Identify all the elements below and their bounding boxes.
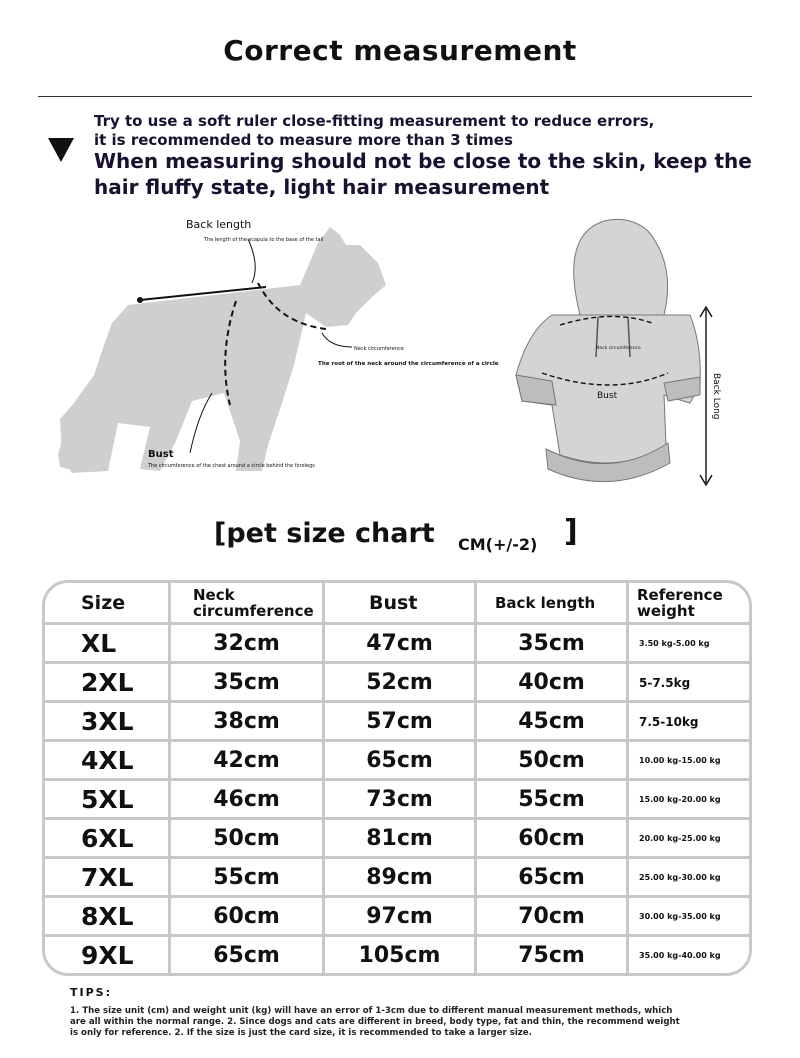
column-divider bbox=[474, 583, 477, 976]
hoodie-bust-label: Bust bbox=[597, 391, 618, 401]
note-line-2: it is recommended to measure more than 3 times bbox=[94, 131, 513, 149]
chart-bracket: ] bbox=[564, 514, 578, 549]
header-back: Back length bbox=[495, 594, 596, 612]
weight-cell: 3.50 kg-5.00 kg bbox=[639, 639, 710, 648]
bust-cell: 52cm bbox=[366, 670, 433, 695]
weight-cell: 30.00 kg-35.00 kg bbox=[639, 912, 721, 921]
bust-cell: 89cm bbox=[366, 865, 433, 890]
weight-cell: 25.00 kg-30.00 kg bbox=[639, 873, 721, 882]
dog-bust-desc: The circumference of the chest around a circle behind the forelegs bbox=[148, 463, 315, 469]
measurement-note-2: When measuring should not be close to the skin, keep the hair fluffy state, light hair measurement bbox=[94, 149, 752, 199]
bust-cell: 105cm bbox=[358, 943, 441, 968]
neck-cell: 50cm bbox=[213, 826, 280, 851]
neck-cell: 42cm bbox=[213, 748, 280, 773]
note-line-1: Try to use a soft ruler close-fitting measurement to reduce errors, bbox=[94, 112, 655, 130]
back-length-cell: 75cm bbox=[518, 943, 585, 968]
header-bust: Bust bbox=[369, 592, 418, 614]
neck-cell: 65cm bbox=[213, 943, 280, 968]
header-size: Size bbox=[81, 592, 126, 614]
table-row bbox=[45, 820, 749, 857]
dog-back-length-desc: The length of the scapula to the base of the tail bbox=[204, 237, 324, 243]
measurement-illustration bbox=[0, 205, 800, 505]
title-divider bbox=[38, 96, 752, 97]
size-cell: 8XL bbox=[81, 902, 134, 931]
measurement-note-1 bbox=[94, 112, 734, 150]
dog-neck-desc: The root of the neck around the circumference of a circle bbox=[318, 361, 499, 367]
bust-cell: 47cm bbox=[366, 631, 433, 656]
page-title: Correct measurement bbox=[223, 34, 577, 67]
table-row bbox=[45, 859, 749, 896]
dog-back-length-label: Back length bbox=[186, 218, 252, 231]
tips-heading: TIPS: bbox=[70, 986, 112, 999]
column-divider bbox=[626, 583, 629, 976]
header-neck: Neck circumference bbox=[193, 586, 314, 620]
weight-cell: 35.00 kg-40.00 kg bbox=[639, 951, 721, 960]
size-cell: 5XL bbox=[81, 785, 134, 814]
bust-cell: 97cm bbox=[366, 904, 433, 929]
table-row bbox=[45, 898, 749, 935]
neck-cell: 46cm bbox=[213, 787, 280, 812]
bust-cell: 73cm bbox=[366, 787, 433, 812]
table-row bbox=[45, 937, 749, 974]
dog-bust-label: Bust bbox=[148, 449, 174, 460]
size-cell: 6XL bbox=[81, 824, 134, 853]
back-length-cell: 50cm bbox=[518, 748, 585, 773]
back-long-label: Back Long bbox=[711, 373, 721, 420]
bust-cell: 57cm bbox=[366, 709, 433, 734]
weight-cell: 7.5-10kg bbox=[639, 714, 699, 729]
weight-cell: 20.00 kg-25.00 kg bbox=[639, 834, 721, 843]
bust-cell: 65cm bbox=[366, 748, 433, 773]
back-length-cell: 45cm bbox=[518, 709, 585, 734]
back-length-cell: 40cm bbox=[518, 670, 585, 695]
back-length-cell: 65cm bbox=[518, 865, 585, 890]
size-cell: XL bbox=[81, 629, 117, 658]
size-cell: 3XL bbox=[81, 707, 134, 736]
table-row bbox=[45, 742, 749, 779]
weight-cell: 10.00 kg-15.00 kg bbox=[639, 756, 721, 765]
weight-cell: 15.00 kg-20.00 kg bbox=[639, 795, 721, 804]
neck-cell: 55cm bbox=[213, 865, 280, 890]
dog-neck-label: Neck circumference bbox=[354, 346, 404, 352]
dog-silhouette-icon bbox=[58, 227, 386, 473]
weight-cell: 5-7.5kg bbox=[639, 675, 691, 690]
table-row bbox=[45, 664, 749, 701]
back-length-cell: 60cm bbox=[518, 826, 585, 851]
neck-cell: 32cm bbox=[213, 631, 280, 656]
tips-text: 1. The size unit (cm) and weight unit (kg) will have an error of 1-3cm due to different manual measurement methods, which are all within the normal range. 2. Since dogs and cats are different in breed, body type, fat and thin, the recommend weight is only for reference. 2. If the size is just the card size, it is recommended to take a larger size. bbox=[70, 1006, 680, 1038]
neck-cell: 38cm bbox=[213, 709, 280, 734]
hoodie-neck-label: Neck circumference bbox=[596, 346, 641, 351]
back-length-cell: 55cm bbox=[518, 787, 585, 812]
table-row bbox=[45, 703, 749, 740]
column-divider bbox=[322, 583, 325, 976]
size-cell: 7XL bbox=[81, 863, 134, 892]
back-length-cell: 35cm bbox=[518, 631, 585, 656]
table-row bbox=[45, 781, 749, 818]
size-table bbox=[42, 580, 752, 976]
triangle-bullet-icon bbox=[48, 138, 74, 162]
table-header-row bbox=[45, 583, 749, 623]
size-cell: 9XL bbox=[81, 941, 134, 970]
chart-title: [pet size chart bbox=[214, 518, 435, 549]
table-row bbox=[45, 625, 749, 662]
column-divider bbox=[168, 583, 171, 976]
header-weight: Reference weight bbox=[637, 586, 723, 620]
neck-cell: 60cm bbox=[213, 904, 280, 929]
size-cell: 4XL bbox=[81, 746, 134, 775]
neck-cell: 35cm bbox=[213, 670, 280, 695]
back-length-cell: 70cm bbox=[518, 904, 585, 929]
size-cell: 2XL bbox=[81, 668, 134, 697]
chart-unit: CM(+/-2) bbox=[458, 535, 538, 554]
bust-cell: 81cm bbox=[366, 826, 433, 851]
back-length-marker bbox=[137, 297, 143, 303]
